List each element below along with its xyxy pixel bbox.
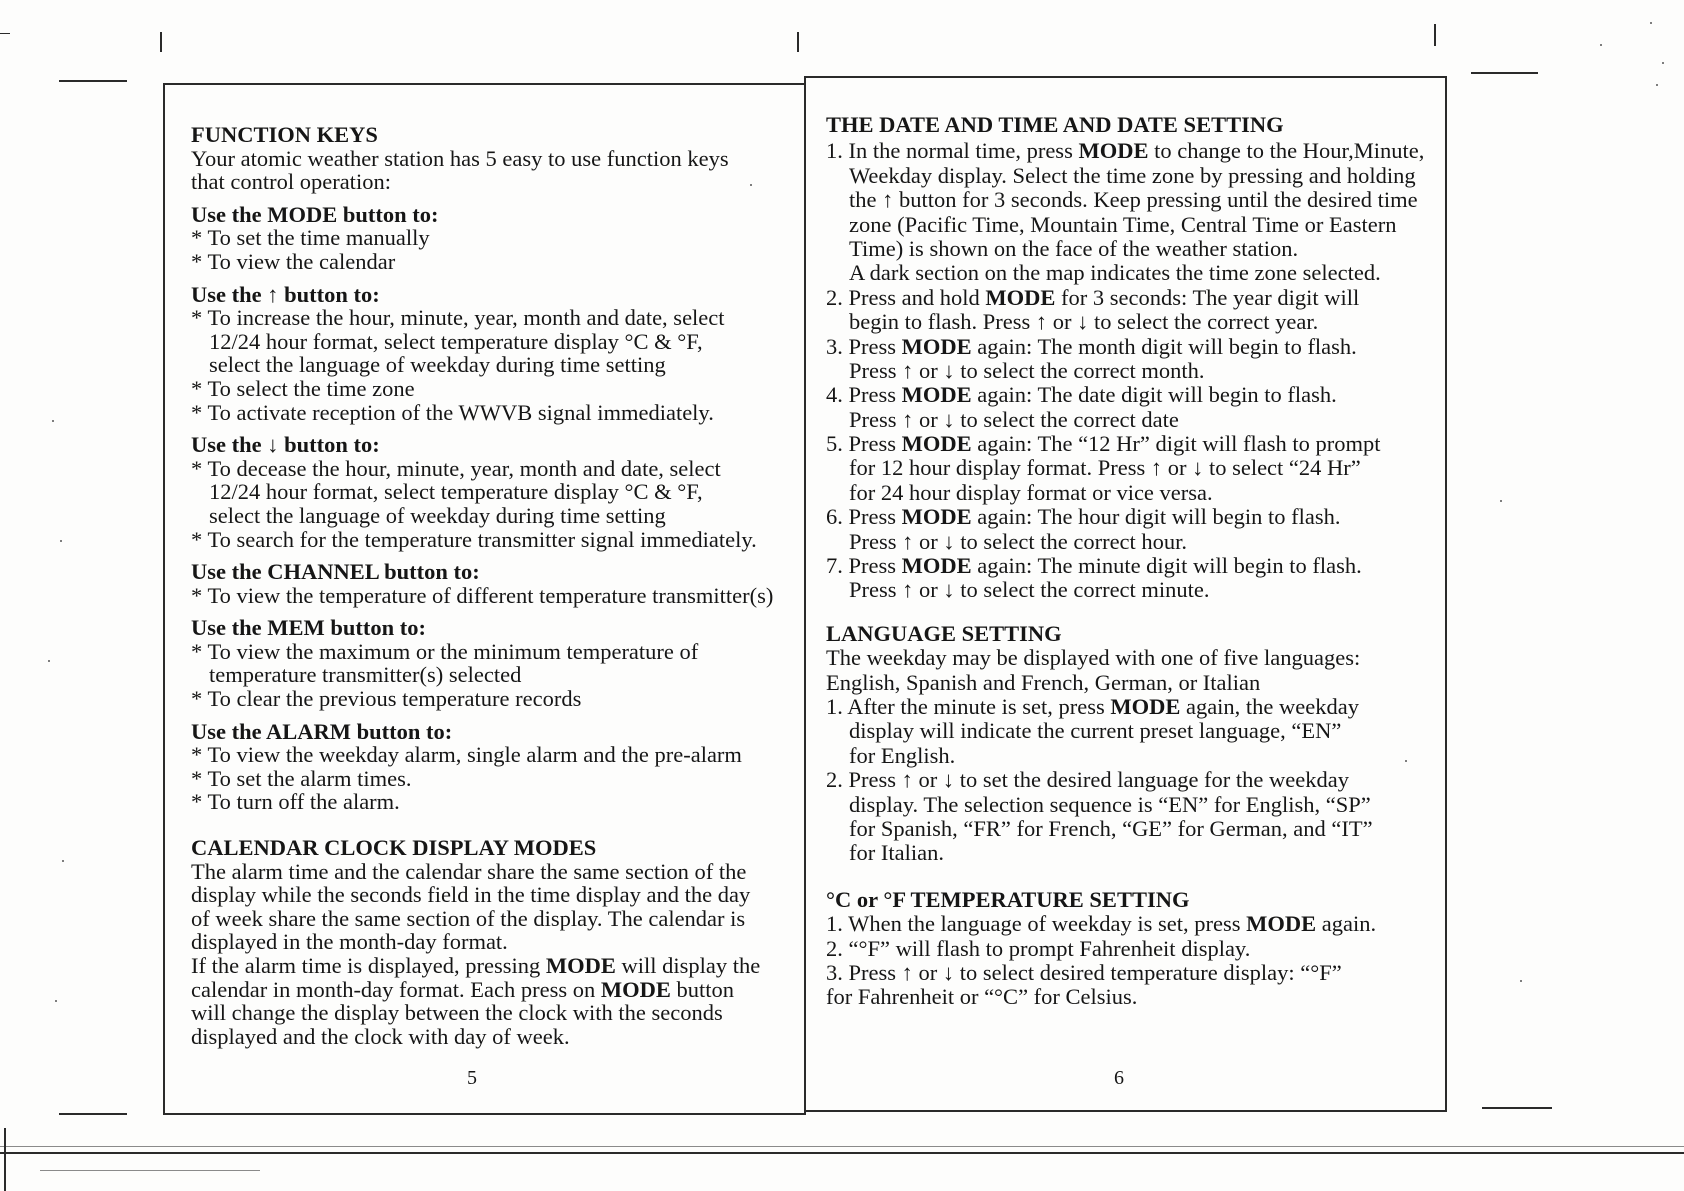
text-line bbox=[826, 505, 1438, 529]
text-run: again: The minute digit will begin to flash. bbox=[971, 553, 1362, 579]
text-run: displayed and the clock with day of week. bbox=[191, 1023, 570, 1049]
text-line bbox=[826, 481, 1438, 505]
scan-speck bbox=[62, 860, 64, 862]
text-run: or bbox=[1162, 455, 1193, 481]
text-run: 2. Press bbox=[826, 767, 902, 793]
left-frame-left-edge bbox=[163, 83, 165, 1114]
page-number-left: 5 bbox=[467, 1067, 477, 1089]
mode-button-section bbox=[191, 203, 796, 274]
text-line bbox=[826, 695, 1438, 719]
text-line bbox=[191, 930, 796, 954]
mem-button-section bbox=[191, 616, 796, 710]
text-run: or bbox=[913, 528, 944, 554]
text-line bbox=[826, 310, 1438, 334]
scan-speck bbox=[1520, 980, 1522, 982]
bold-text: ↑ bbox=[1035, 309, 1048, 335]
alarm-button-section bbox=[191, 720, 796, 814]
text-line bbox=[191, 954, 796, 978]
list-item bbox=[191, 790, 796, 814]
bold-text: MODE bbox=[901, 553, 972, 579]
scan-speck bbox=[1500, 500, 1502, 502]
text-line bbox=[826, 432, 1438, 456]
text-run: 3. Press bbox=[826, 333, 902, 359]
text-run: 2. Press and hold bbox=[826, 284, 986, 310]
margin-mark-top-left bbox=[59, 80, 127, 82]
text-run: or bbox=[913, 406, 944, 432]
text-line bbox=[826, 335, 1438, 359]
text-line bbox=[826, 578, 1438, 602]
text-run: to change to the Hour,Minute, bbox=[1148, 138, 1425, 164]
text-run: * To search for the temperature transmitter signal immediately. bbox=[191, 526, 757, 552]
text-run: The weekday may be displayed with one of five languages: bbox=[826, 645, 1361, 671]
text-line bbox=[826, 646, 1438, 670]
text-run: * To view the calendar bbox=[191, 248, 396, 274]
text-line bbox=[826, 408, 1438, 432]
bold-text: MODE bbox=[600, 976, 671, 1002]
body-paragraph bbox=[191, 860, 796, 1049]
text-run: or bbox=[913, 577, 944, 603]
scan-speck bbox=[1656, 84, 1658, 86]
text-line bbox=[826, 139, 1438, 163]
text-run: 5. Press bbox=[826, 431, 902, 457]
text-run: begin to flash. Press bbox=[849, 309, 1036, 335]
scan-edge-vertical bbox=[4, 1128, 6, 1191]
text-run: Time) is shown on the face of the weather station. bbox=[849, 235, 1299, 261]
text-line bbox=[826, 237, 1438, 261]
text-run: to select the correct hour. bbox=[954, 528, 1188, 554]
list-item bbox=[191, 457, 796, 528]
text-line bbox=[191, 377, 796, 401]
text-run: again: The month digit will begin to flash. bbox=[971, 333, 1357, 359]
text-line bbox=[826, 985, 1438, 1009]
text-line bbox=[191, 790, 796, 814]
text-run: for Fahrenheit or “°C” for Celsius. bbox=[826, 984, 1138, 1010]
text-line bbox=[826, 164, 1438, 188]
text-run: 12/24 hour format, select temperature display °C & °F, bbox=[209, 479, 703, 505]
text-line bbox=[191, 1001, 796, 1025]
text-line bbox=[191, 883, 796, 907]
left-page bbox=[191, 123, 796, 1048]
text-run: for 3 seconds: The year digit will bbox=[1055, 284, 1360, 310]
crop-tick-center bbox=[797, 32, 799, 52]
list-item bbox=[826, 695, 1438, 768]
text-run: or bbox=[1047, 309, 1078, 335]
text-line bbox=[826, 261, 1438, 285]
text-line bbox=[826, 359, 1438, 383]
bold-text: MODE bbox=[901, 431, 972, 457]
list-item bbox=[826, 554, 1438, 603]
bullet-list bbox=[191, 226, 796, 273]
text-line bbox=[826, 768, 1438, 792]
list-item bbox=[191, 528, 796, 552]
section-heading: LANGUAGE SETTING bbox=[826, 620, 1062, 646]
list-item bbox=[826, 912, 1438, 936]
text-line bbox=[191, 353, 796, 377]
scan-speck bbox=[52, 420, 54, 422]
left-frame-top bbox=[163, 83, 805, 85]
text-run: * To activate reception of the WWVB signal immediately. bbox=[191, 399, 714, 425]
text-run: for 24 hour display format or vice versa. bbox=[849, 479, 1213, 505]
text-line bbox=[826, 188, 1438, 212]
text-run: display while the seconds field in the time display and the day bbox=[191, 882, 751, 908]
text-run: * To set the time manually bbox=[191, 225, 430, 251]
scan-speck bbox=[55, 1000, 57, 1002]
text-run: to select the correct year. bbox=[1088, 309, 1319, 335]
text-run: Press bbox=[849, 406, 903, 432]
scan-edge-line bbox=[0, 1152, 1684, 1154]
bold-text: MODE bbox=[1110, 693, 1181, 719]
list-item bbox=[191, 401, 796, 425]
text-run: Weekday display. Select the time zone by pressing and holding bbox=[849, 162, 1416, 188]
right-page bbox=[826, 113, 1438, 1010]
list-item bbox=[191, 687, 796, 711]
text-line bbox=[191, 743, 796, 767]
text-run: 12/24 hour format, select temperature display °C & °F, bbox=[209, 328, 703, 354]
text-run: or bbox=[913, 357, 944, 383]
text-line bbox=[191, 584, 796, 608]
text-line bbox=[826, 213, 1438, 237]
page-number-right: 6 bbox=[1114, 1067, 1124, 1089]
section-heading: THE DATE AND TIME AND DATE SETTING bbox=[826, 112, 1284, 137]
text-run: * To view the temperature of different temperature transmitter(s) bbox=[191, 582, 774, 608]
text-run: Press bbox=[849, 357, 903, 383]
text-run: will display the bbox=[615, 953, 761, 978]
list-item bbox=[826, 286, 1438, 335]
bold-text: ↑ bbox=[902, 357, 914, 383]
list-item bbox=[826, 383, 1438, 432]
text-run: again, the weekday bbox=[1180, 693, 1359, 719]
text-run: to set the desired language for the weekday bbox=[954, 767, 1349, 793]
margin-mark-bottom-left bbox=[59, 1113, 127, 1115]
text-line bbox=[191, 401, 796, 425]
scan-edge-line bbox=[0, 1146, 1684, 1147]
left-frame-bottom bbox=[163, 1113, 806, 1115]
text-run: * To clear the previous temperature records bbox=[191, 686, 582, 712]
text-run: A dark section on the map indicates the time zone selected. bbox=[849, 260, 1381, 286]
list-item bbox=[826, 937, 1438, 961]
scan-speck bbox=[1600, 44, 1602, 46]
text-run: 1. After the minute is set, press bbox=[826, 693, 1111, 719]
text-run: select the language of weekday during time setting bbox=[209, 502, 666, 528]
text-line bbox=[191, 687, 796, 711]
text-run: * To turn off the alarm. bbox=[191, 789, 400, 815]
bold-text: MODE bbox=[1246, 911, 1317, 937]
text-run: 2. “°F” will flash to prompt Fahrenheit display. bbox=[826, 935, 1251, 961]
text-line bbox=[826, 841, 1438, 865]
text-line bbox=[191, 978, 796, 1002]
text-run: to select the correct month. bbox=[954, 357, 1205, 383]
bold-text: MODE bbox=[985, 284, 1056, 310]
text-line bbox=[826, 937, 1438, 961]
section-heading: °C or °F TEMPERATURE SETTING bbox=[826, 886, 1190, 912]
list-item bbox=[191, 306, 796, 377]
margin-mark-top-right bbox=[1471, 72, 1538, 74]
channel-button-section bbox=[191, 560, 796, 607]
list-item bbox=[191, 584, 796, 608]
center-divider bbox=[804, 76, 806, 1114]
list-item bbox=[826, 961, 1438, 985]
text-run: to select “24 Hr” bbox=[1203, 455, 1361, 481]
subsection-heading: Use the ↑ button to: bbox=[191, 281, 380, 307]
bold-text: MODE bbox=[1078, 138, 1149, 164]
text-run: 1. When the language of weekday is set, press bbox=[826, 911, 1247, 937]
bold-text: ↓ bbox=[1192, 455, 1204, 481]
text-run: button for 3 seconds. Keep pressing until the desired time bbox=[893, 187, 1418, 213]
text-line bbox=[191, 1025, 796, 1049]
section-heading: FUNCTION KEYS bbox=[191, 122, 378, 147]
bold-text: ↓ bbox=[943, 577, 955, 603]
list-item bbox=[826, 432, 1438, 505]
bold-text: MODE bbox=[545, 953, 616, 978]
language-section bbox=[826, 622, 1438, 866]
list-item bbox=[191, 250, 796, 274]
text-run: that control operation: bbox=[191, 169, 391, 195]
text-line bbox=[826, 383, 1438, 407]
text-run: button bbox=[670, 976, 734, 1002]
text-run: for Spanish, “FR” for French, “GE” for German, and “IT” bbox=[849, 815, 1373, 841]
scan-speck bbox=[60, 540, 62, 542]
text-run: * To set the alarm times. bbox=[191, 765, 412, 791]
text-line bbox=[826, 817, 1438, 841]
bullet-list bbox=[191, 640, 796, 711]
text-line bbox=[191, 860, 796, 884]
date-time-section bbox=[826, 113, 1438, 603]
list-item bbox=[191, 767, 796, 791]
list-item bbox=[191, 743, 796, 767]
text-run: or bbox=[912, 767, 943, 793]
text-line bbox=[191, 250, 796, 274]
right-frame-top bbox=[805, 76, 1446, 78]
right-frame-right-edge bbox=[1445, 76, 1447, 1112]
bold-text: ↑ bbox=[882, 187, 894, 213]
text-line bbox=[191, 663, 796, 687]
text-line bbox=[826, 286, 1438, 310]
text-line bbox=[191, 330, 796, 354]
text-line bbox=[826, 912, 1438, 936]
text-run: display will indicate the current preset language, “EN” bbox=[849, 718, 1342, 744]
text-run: of week share the same section of the display. The calendar is bbox=[191, 905, 746, 931]
text-line bbox=[191, 528, 796, 552]
bold-text: ↓ bbox=[943, 406, 955, 432]
text-line bbox=[191, 170, 796, 194]
text-line bbox=[826, 961, 1438, 985]
text-run: zone (Pacific Time, Mountain Time, Central Time or Eastern bbox=[849, 211, 1397, 237]
text-run: * To view the weekday alarm, single alarm and the pre-alarm bbox=[191, 742, 742, 768]
text-line bbox=[191, 306, 796, 330]
bold-text: ↑ bbox=[901, 767, 913, 793]
list-item bbox=[826, 335, 1438, 384]
text-run: again: The hour digit will begin to flash. bbox=[971, 504, 1341, 530]
text-line bbox=[826, 530, 1438, 554]
bold-text: ↑ bbox=[901, 959, 913, 985]
bold-text: ↑ bbox=[902, 577, 914, 603]
text-run: 7. Press bbox=[826, 553, 902, 579]
list-item bbox=[826, 505, 1438, 554]
list-item bbox=[191, 377, 796, 401]
text-run: to select the correct date bbox=[954, 406, 1179, 432]
crop-tick-left bbox=[160, 32, 162, 52]
text-line bbox=[191, 907, 796, 931]
text-line bbox=[191, 147, 796, 171]
text-line bbox=[826, 793, 1438, 817]
text-run: 1. In the normal time, press bbox=[826, 138, 1079, 164]
text-run: displayed in the month-day format. bbox=[191, 929, 508, 955]
subsection-heading: Use the MODE button to: bbox=[191, 201, 439, 227]
scan-speck bbox=[1662, 62, 1664, 64]
text-run: 6. Press bbox=[826, 504, 902, 530]
function-keys-section bbox=[191, 123, 796, 194]
text-run: for English. bbox=[849, 742, 956, 768]
list-item bbox=[826, 768, 1438, 866]
bold-text: ↑ bbox=[902, 406, 914, 432]
margin-mark-bottom-right bbox=[1482, 1107, 1552, 1109]
right-frame-bottom bbox=[805, 1110, 1447, 1112]
bold-text: MODE bbox=[901, 504, 972, 530]
text-line bbox=[191, 767, 796, 791]
bold-text: MODE bbox=[901, 333, 972, 359]
bold-text: ↑ bbox=[1150, 455, 1163, 481]
text-run: Press bbox=[849, 577, 903, 603]
bullet-list bbox=[191, 306, 796, 424]
text-line bbox=[191, 226, 796, 250]
text-run: calendar in month-day format. Each press on bbox=[191, 976, 601, 1002]
text-run: will change the display between the clock with the seconds bbox=[191, 1000, 723, 1026]
text-run: display. The selection sequence is “EN” for English, “SP” bbox=[849, 791, 1371, 817]
text-run: The alarm time and the calendar share the same section of the bbox=[191, 858, 747, 884]
scan-edge-line bbox=[40, 1170, 260, 1171]
text-run: to select the correct minute. bbox=[954, 577, 1210, 603]
text-run: * To view the maximum or the minimum temperature of bbox=[191, 638, 699, 664]
numbered-list bbox=[826, 695, 1438, 866]
trailing-paragraph bbox=[826, 985, 1438, 1009]
text-line bbox=[191, 640, 796, 664]
calendar-clock-section bbox=[191, 836, 796, 1048]
text-run: select the language of weekday during time setting bbox=[209, 352, 666, 378]
text-line bbox=[826, 671, 1438, 695]
text-line bbox=[191, 457, 796, 481]
intro-paragraph bbox=[191, 147, 796, 194]
text-run: * To increase the hour, minute, year, month and date, select bbox=[191, 305, 725, 331]
text-run: or bbox=[912, 959, 943, 985]
text-line bbox=[826, 744, 1438, 768]
numbered-list bbox=[826, 912, 1438, 985]
list-item bbox=[191, 226, 796, 250]
bullet-list bbox=[191, 584, 796, 608]
bold-text: ↓ bbox=[942, 959, 955, 985]
text-line bbox=[191, 480, 796, 504]
subsection-heading: Use the CHANNEL button to: bbox=[191, 559, 480, 585]
text-line bbox=[826, 719, 1438, 743]
subsection-heading: Use the ↓ button to: bbox=[191, 432, 380, 458]
up-button-section bbox=[191, 283, 796, 425]
bold-text: MODE bbox=[901, 382, 972, 408]
text-run: Your atomic weather station has 5 easy to use function keys bbox=[191, 145, 729, 171]
text-run: 3. Press bbox=[826, 959, 902, 985]
section-heading: CALENDAR CLOCK DISPLAY MODES bbox=[191, 835, 597, 861]
bold-text: ↑ bbox=[902, 528, 914, 554]
text-run: for 12 hour display format. Press bbox=[849, 455, 1151, 481]
scan-edge-tick bbox=[0, 33, 10, 34]
bold-text: ↓ bbox=[1077, 309, 1089, 335]
subsection-heading: Use the MEM button to: bbox=[191, 615, 426, 641]
list-item bbox=[191, 640, 796, 687]
text-run: the bbox=[849, 187, 883, 213]
text-run: again: The date digit will begin to flash. bbox=[971, 382, 1337, 408]
bold-text: ↓ bbox=[943, 528, 955, 554]
text-line bbox=[826, 554, 1438, 578]
text-run: again: The “12 Hr” digit will flash to prompt bbox=[971, 431, 1381, 457]
intro-paragraph bbox=[826, 646, 1438, 695]
crop-tick-right bbox=[1434, 24, 1436, 46]
text-run: * To select the time zone bbox=[191, 375, 415, 401]
text-run: * To decease the hour, minute, year, month and date, select bbox=[191, 455, 721, 481]
text-run: to select desired temperature display: “°F” bbox=[954, 959, 1342, 985]
bullet-list bbox=[191, 457, 796, 551]
scan-speck bbox=[48, 660, 50, 662]
numbered-list bbox=[826, 139, 1438, 602]
down-button-section bbox=[191, 433, 796, 551]
text-run: English, Spanish and French, German, or Italian bbox=[826, 669, 1261, 695]
list-item bbox=[826, 139, 1438, 285]
bullet-list bbox=[191, 743, 796, 814]
text-line bbox=[826, 456, 1438, 480]
temperature-unit-section bbox=[826, 888, 1438, 1010]
scan-speck bbox=[1650, 22, 1652, 24]
bold-text: ↓ bbox=[943, 357, 955, 383]
text-run: 4. Press bbox=[826, 382, 902, 408]
subsection-heading: Use the ALARM button to: bbox=[191, 718, 453, 744]
text-run: temperature transmitter(s) selected bbox=[209, 662, 522, 688]
text-run: If the alarm time is displayed, pressing bbox=[191, 953, 546, 978]
text-line bbox=[191, 504, 796, 528]
text-run: Press bbox=[849, 528, 903, 554]
text-run: again. bbox=[1316, 911, 1377, 937]
bold-text: ↓ bbox=[942, 767, 955, 793]
text-run: for Italian. bbox=[849, 840, 944, 866]
